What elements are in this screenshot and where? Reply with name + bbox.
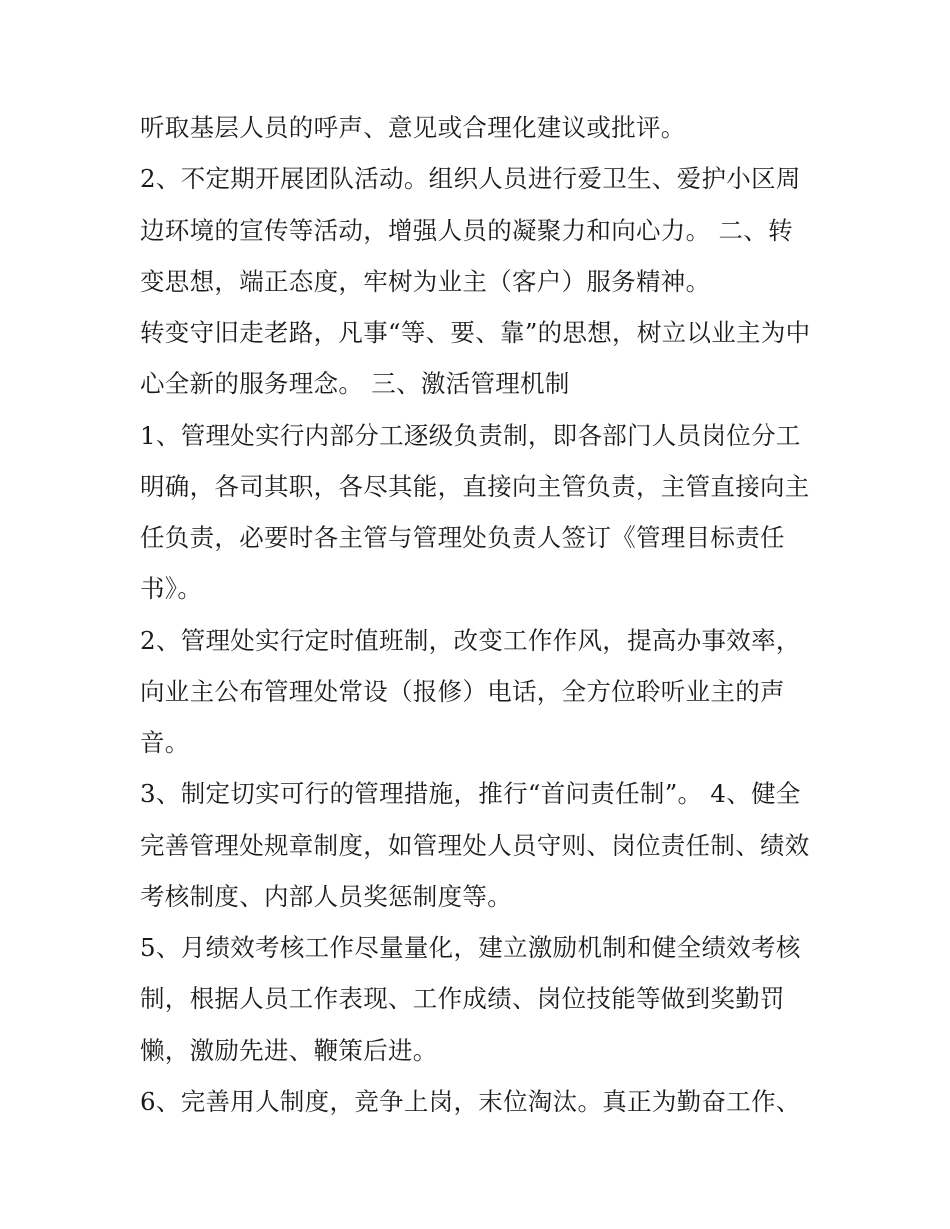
text-line: 心全新的服务理念。 三、激活管理机制: [140, 369, 570, 398]
text-line: 3、制定切实可行的管理措施，推行“首问责任制”。 4、健全: [140, 779, 801, 808]
text-line: 考核制度、内部人员奖惩制度等。: [140, 882, 512, 911]
text-line: 向业主公布管理处常设（报修）电话，全方位聆听业主的声: [140, 677, 785, 706]
text-line: 5、月绩效考核工作尽量量化，建立激励机制和健全绩效考核: [140, 933, 801, 962]
text-line: 变思想，端正态度，牢树为业主（客户）服务精神。: [140, 267, 711, 296]
text-line: 音。: [140, 728, 190, 757]
text-line: 书》。: [140, 574, 203, 603]
text-line: 任负责，必要时各主管与管理处负责人签订《管理目标责任: [140, 523, 785, 552]
text-line: 边环境的宣传等活动，增强人员的凝聚力和向心力。 二、转: [140, 216, 793, 245]
text-line: 听取基层人员的呼声、意见或合理化建议或批评。: [140, 113, 686, 142]
text-line: 2、不定期开展团队活动。组织人员进行爱卫生、爱护小区周: [140, 164, 801, 193]
text-line: 6、完善用人制度，竞争上岗，末位淘汰。真正为勤奋工作、: [140, 1087, 801, 1116]
text-line: 明确，各司其职，各尽其能，直接向主管负责，主管直接向主: [140, 472, 810, 501]
text-line: 完善管理处规章制度，如管理处人员守则、岗位责任制、绩效: [140, 831, 810, 860]
text-line: 1、管理处实行内部分工逐级负责制，即各部门人员岗位分工: [140, 421, 801, 450]
text-line: 转变守旧走老路，凡事“等、要、靠”的思想，树立以业主为中: [140, 318, 811, 347]
text-line: 2、管理处实行定时值班制，改变工作作风，提高办事效率，: [140, 626, 801, 655]
text-line: 懒，激励先进、鞭策后进。: [140, 1036, 438, 1065]
text-line: 制，根据人员工作表现、工作成绩、岗位技能等做到奖勤罚: [140, 984, 785, 1013]
